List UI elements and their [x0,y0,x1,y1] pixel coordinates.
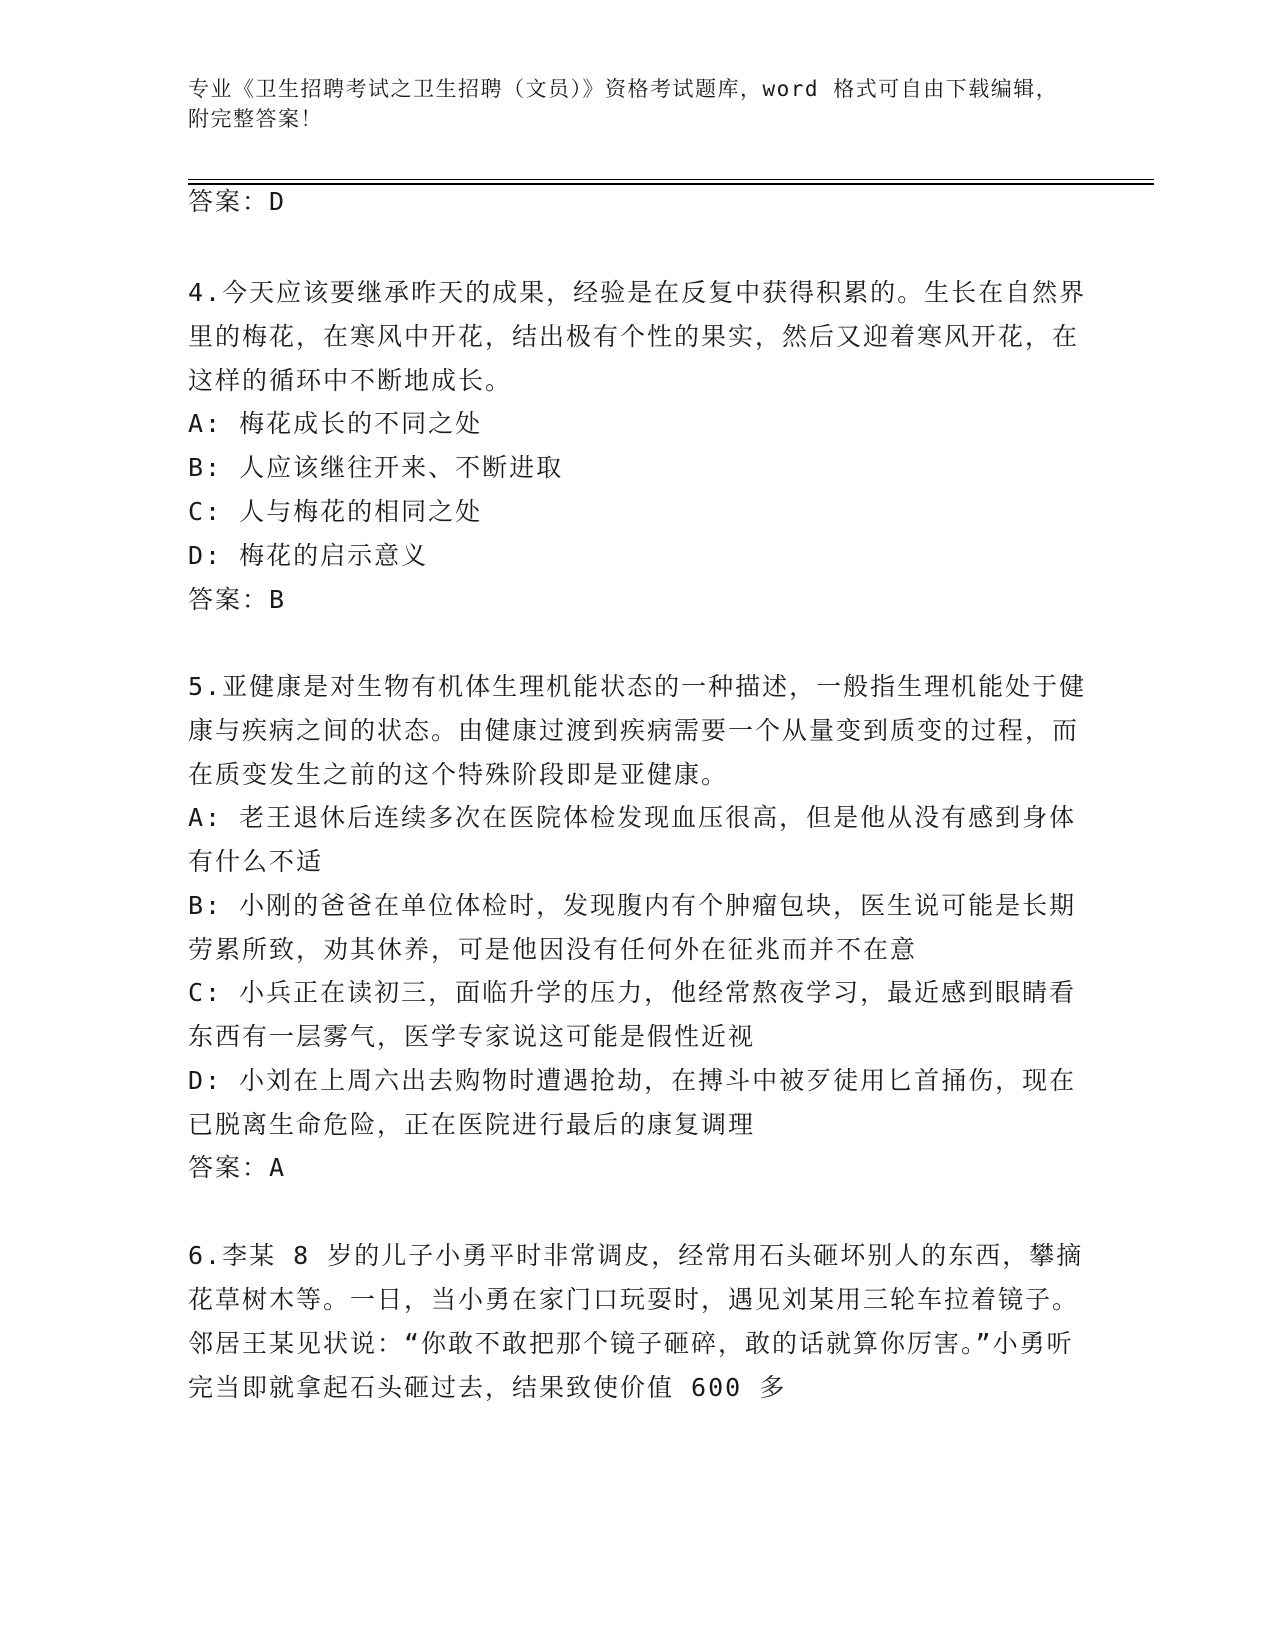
document-header: 专业《卫生招聘考试之卫生招聘（文员）》资格考试题库，word 格式可自由下载编辑，附完整答案！ [188,77,1059,131]
question-5-answer: 答案：A [188,1153,287,1182]
question-5-option-d: D: 小刘在上周六出去购物时遭遇抢劫，在搏斗中被歹徒用匕首捅伤，现在已脱离生命危险，正在医院进行最后的康复调理 [188,1066,1077,1139]
question-6-stem: 6.李某 8 岁的儿子小勇平时非常调皮，经常用石头砸坏别人的东西，攀摘花草树木等。一日，当小勇在家门口玩耍时，遇见刘某用三轮车拉着镜子。邻居王某见状说：“你敢不敢把那个镜子砸碎，敢的话就算你厉害。”小勇听完当即就拿起石头砸过去，结果致使价值 600 多 [188,1241,1084,1402]
header-rule-thick [188,183,1154,185]
answer-prev: 答案：D [188,187,287,216]
question-4-option-a: A: 梅花成长的不同之处 [188,409,483,438]
question-4-option-b: B: 人应该继往开来、不断进取 [188,453,564,482]
question-4-option-c: C: 人与梅花的相同之处 [188,497,483,526]
question-5-option-c: C: 小兵正在读初三，面临升学的压力，他经常熬夜学习，最近感到眼睛看东西有一层雾气，医学专家说这可能是假性近视 [188,978,1077,1051]
question-4-answer: 答案：B [188,585,287,614]
question-4-option-d: D: 梅花的启示意义 [188,541,429,570]
header-rule-thin [188,179,1154,180]
question-4-stem: 4.今天应该要继承昨天的成果，经验是在反复中获得积累的。生长在自然界里的梅花，在寒风中开花，结出极有个性的果实，然后又迎着寒风开花，在这样的循环中不断地成长。 [188,278,1087,395]
question-5-stem: 5.亚健康是对生物有机体生理机能状态的一种描述，一般指生理机能处于健康与疾病之间的状态。由健康过渡到疾病需要一个从量变到质变的过程，而在质变发生之前的这个特殊阶段即是亚健康。 [188,672,1087,789]
question-5-option-a: A: 老王退休后连续多次在医院体检发现血压很高，但是他从没有感到身体有什么不适 [188,803,1077,876]
question-5-option-b: B: 小刚的爸爸在单位体检时，发现腹内有个肿瘤包块，医生说可能是长期劳累所致，劝其休养，可是他因没有任何外在征兆而并不在意 [188,891,1077,964]
